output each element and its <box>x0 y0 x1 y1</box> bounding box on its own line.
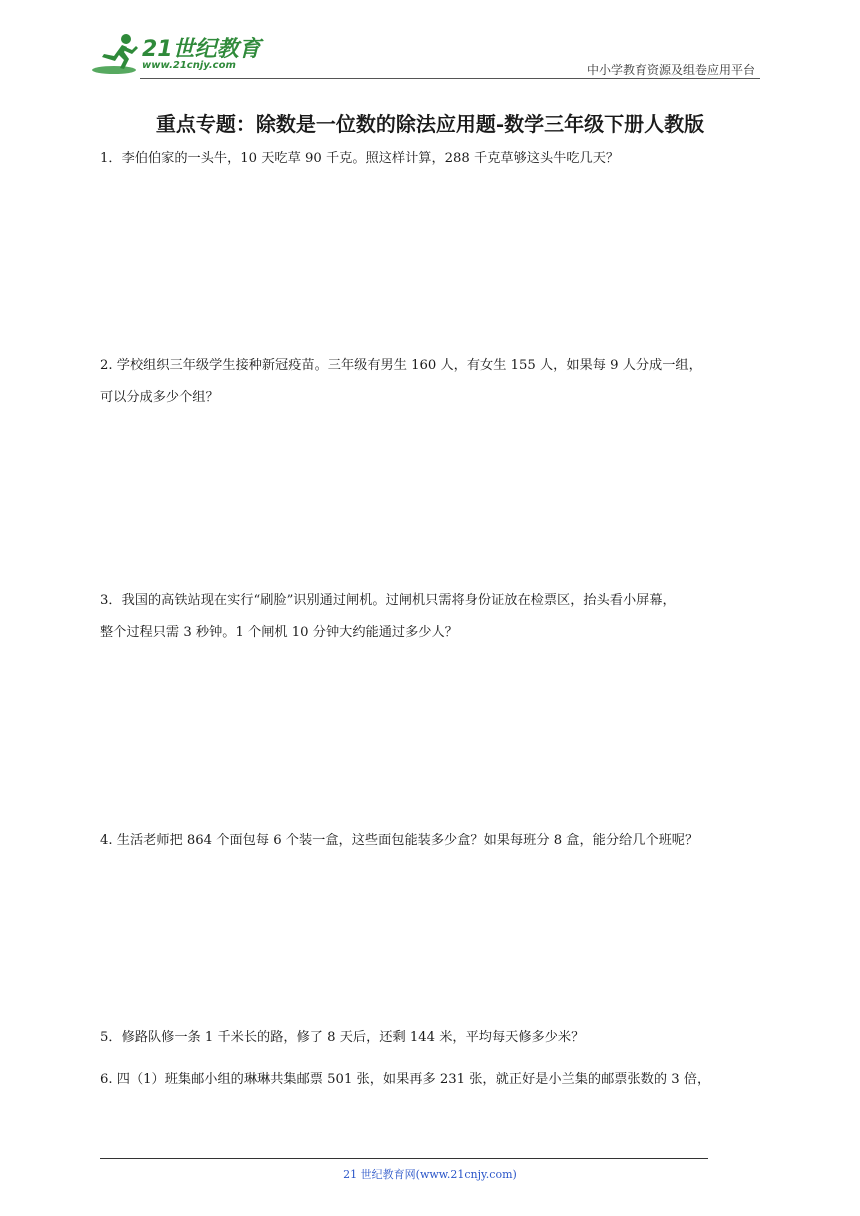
site-logo[interactable] <box>92 30 262 80</box>
header-divider <box>140 78 760 79</box>
question-line: 4. 生活老师把 864 个面包每 6 个装一盒，这些面包能装多少盒？如果每班分 8 盒，能分给几个班呢？ <box>100 833 699 848</box>
question-line: 3．我国的高铁站现在实行“刷脸”识别通过闸机。过闸机只需将身份证放在检票区，抬头看小屏幕， <box>100 593 676 608</box>
question-line: 可以分成多少个组？ <box>100 390 219 405</box>
question-3 <box>100 587 780 647</box>
logo-url: www.21cnjy.com <box>142 60 236 71</box>
question-2 <box>100 352 780 412</box>
platform-label: 中小学教育资源及组卷应用平台 <box>586 63 755 77</box>
runner-logo-icon <box>92 30 142 78</box>
footer-link[interactable]: 21 世纪教育网(www.21cnjy.com) <box>343 1168 517 1181</box>
question-line: 2. 学校组织三年级学生接种新冠疫苗。三年级有男生 160 人，有女生 155 人，如果每 9 人分成一组， <box>100 358 702 373</box>
footer-divider <box>100 1158 708 1159</box>
question-line: 6. 四（1）班集邮小组的琳琳共集邮票 501 张，如果再多 231 张，就正好是小兰集的邮票张数的 3 倍， <box>100 1072 711 1087</box>
question-line: 1．李伯伯家的一头牛，10 天吃草 90 千克。照这样计算，288 千克草够这头牛吃几天？ <box>100 151 620 166</box>
logo-text: 21世纪教育 <box>142 37 261 62</box>
page-title: 重点专题：除数是一位数的除法应用题-数学三年级下册人教版 <box>155 112 705 136</box>
question-6 <box>100 1066 780 1094</box>
question-1 <box>100 145 780 173</box>
question-5 <box>100 1024 780 1052</box>
question-line: 5．修路队修一条 1 千米长的路，修了 8 天后，还剩 144 米，平均每天修多少米？ <box>100 1030 585 1045</box>
question-4 <box>100 827 780 855</box>
question-line: 整个过程只需 3 秒钟。1 个闸机 10 分钟大约能通过多少人？ <box>100 625 458 640</box>
